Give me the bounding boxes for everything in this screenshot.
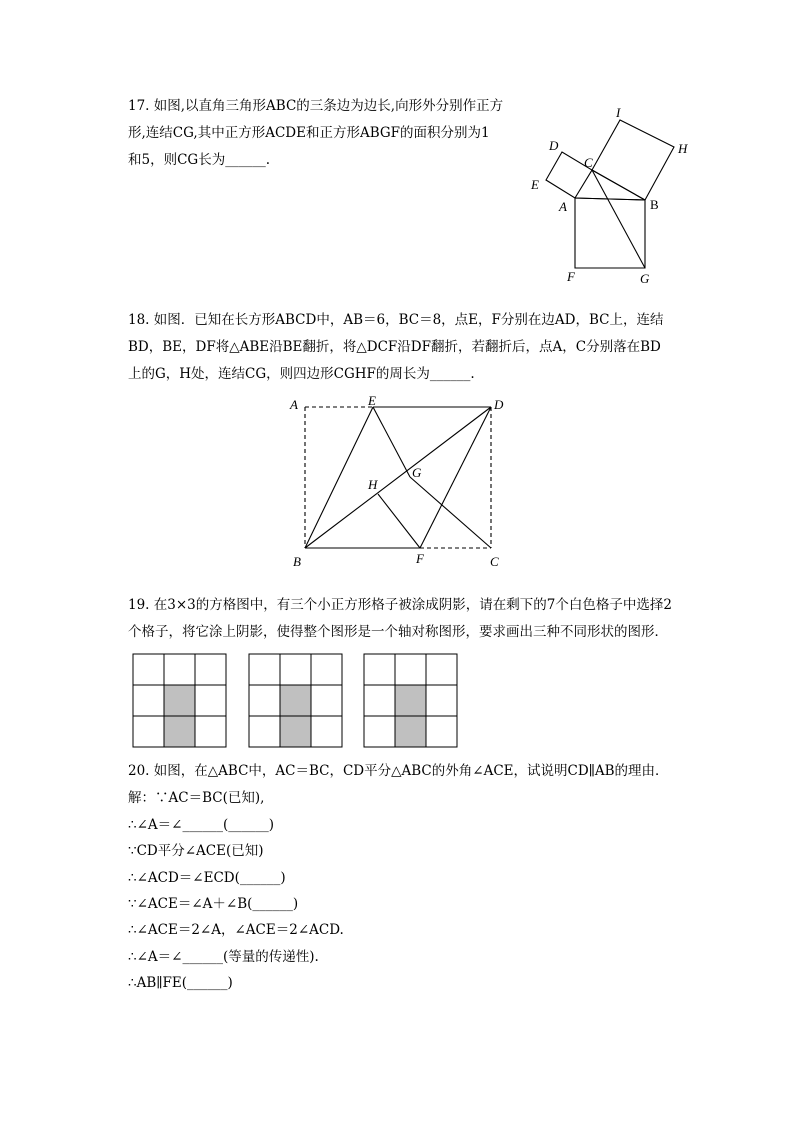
grid-cell-shaded [280, 716, 311, 747]
q18-label-G: G [412, 465, 422, 480]
q20-line-3: ∴∠A＝∠______(______) [128, 817, 274, 833]
q17-label-B: B [650, 197, 659, 212]
q17-label-F: F [567, 269, 575, 284]
grid-cell [311, 685, 342, 716]
q20-line-4: ∵CD平分∠ACE(已知) [128, 843, 264, 859]
q17-label-G: G [640, 271, 650, 286]
grid-cell-shaded [164, 685, 195, 716]
grid-cell [280, 654, 311, 685]
grid-cell-shaded [164, 716, 195, 747]
q17-label-A: A [559, 199, 567, 214]
q19-grids [130, 652, 462, 750]
q20-line-7: ∴∠ACE＝2∠A，∠ACE＝2∠ACD. [128, 922, 344, 938]
q19-line-2: 个格子，将它涂上阴影，使得整个图形是一个轴对称图形，要求画出三种不同形状的图形． [128, 624, 668, 640]
grid-cell [311, 716, 342, 747]
grid-cell [133, 685, 164, 716]
grid-cell [249, 685, 280, 716]
grid-cell [426, 654, 457, 685]
q17-line-1: 17. 如图,以直角三角形ABC的三条边为边长,向形外分别作正方 [128, 98, 504, 114]
q18-line-2: BD，BE，DF将△ABE沿BE翻折，将△DCF沿DF翻折，若翻折后，点A，C分别落在BD [128, 339, 661, 355]
grid-cell [195, 654, 226, 685]
q18-label-F: F [416, 551, 424, 566]
q17-label-H: H [678, 141, 688, 156]
q18-label-H: H [368, 477, 378, 492]
q18-figure [285, 392, 510, 572]
grid-cell [195, 716, 226, 747]
grid-cell [364, 716, 395, 747]
grid-cell [311, 654, 342, 685]
q18-label-C: C [490, 554, 499, 569]
grid-cell-shaded [395, 685, 426, 716]
q20-line-6: ∵∠ACE＝∠A＋∠B(______) [128, 896, 299, 912]
grid-cell [426, 685, 457, 716]
q17-figure [520, 100, 700, 290]
q18-label-D: D [494, 397, 504, 412]
q20-line-1: 20. 如图，在△ABC中，AC＝BC，CD平分△ABC的外角∠ACE，试说明CD∥AB的理由． [128, 763, 669, 779]
q19-line-1: 19. 在3×3的方格图中，有三个小正方形格子被涂成阴影，请在剩下的7个白色格子中选择2 [128, 597, 672, 613]
grid-cell [133, 654, 164, 685]
q17-label-C: C [584, 155, 593, 170]
grid-cell [249, 654, 280, 685]
grid-cell [164, 654, 195, 685]
grid-cell [426, 716, 457, 747]
grid-cell [249, 716, 280, 747]
grid-cell [364, 685, 395, 716]
grid-cell-shaded [280, 685, 311, 716]
q17-label-E: E [531, 177, 539, 192]
grid-cell [195, 685, 226, 716]
grid-cell [133, 716, 164, 747]
q20-line-9: ∴AB∥FE(______) [128, 975, 233, 991]
q20-line-2: 解：∵AC＝BC(已知), [128, 790, 265, 806]
grid-cell-shaded [395, 716, 426, 747]
q18-line-1: 18. 如图．已知在长方形ABCD中，AB＝6，BC＝8，点E，F分别在边AD，BC上，连结 [128, 312, 664, 328]
grid-cell [395, 654, 426, 685]
q20-line-8: ∴∠A＝∠______(等量的传递性). [128, 949, 319, 965]
q18-line-3: 上的G，H处，连结CG，则四边形CGHF的周长为______. [128, 366, 475, 382]
q20-line-5: ∴∠ACD＝∠ECD(______) [128, 870, 286, 886]
grid-cell [364, 654, 395, 685]
q18-label-A: A [290, 397, 298, 412]
q17-label-I: I [616, 105, 621, 120]
q17-line-3: 和5，则CG长为______. [128, 152, 270, 168]
q18-label-E: E [368, 393, 376, 408]
q18-label-B: B [293, 554, 301, 569]
q17-line-2: 形,连结CG,其中正方形ACDE和正方形ABGF的面积分别为1 [128, 125, 490, 141]
q17-label-D: D [549, 138, 559, 153]
